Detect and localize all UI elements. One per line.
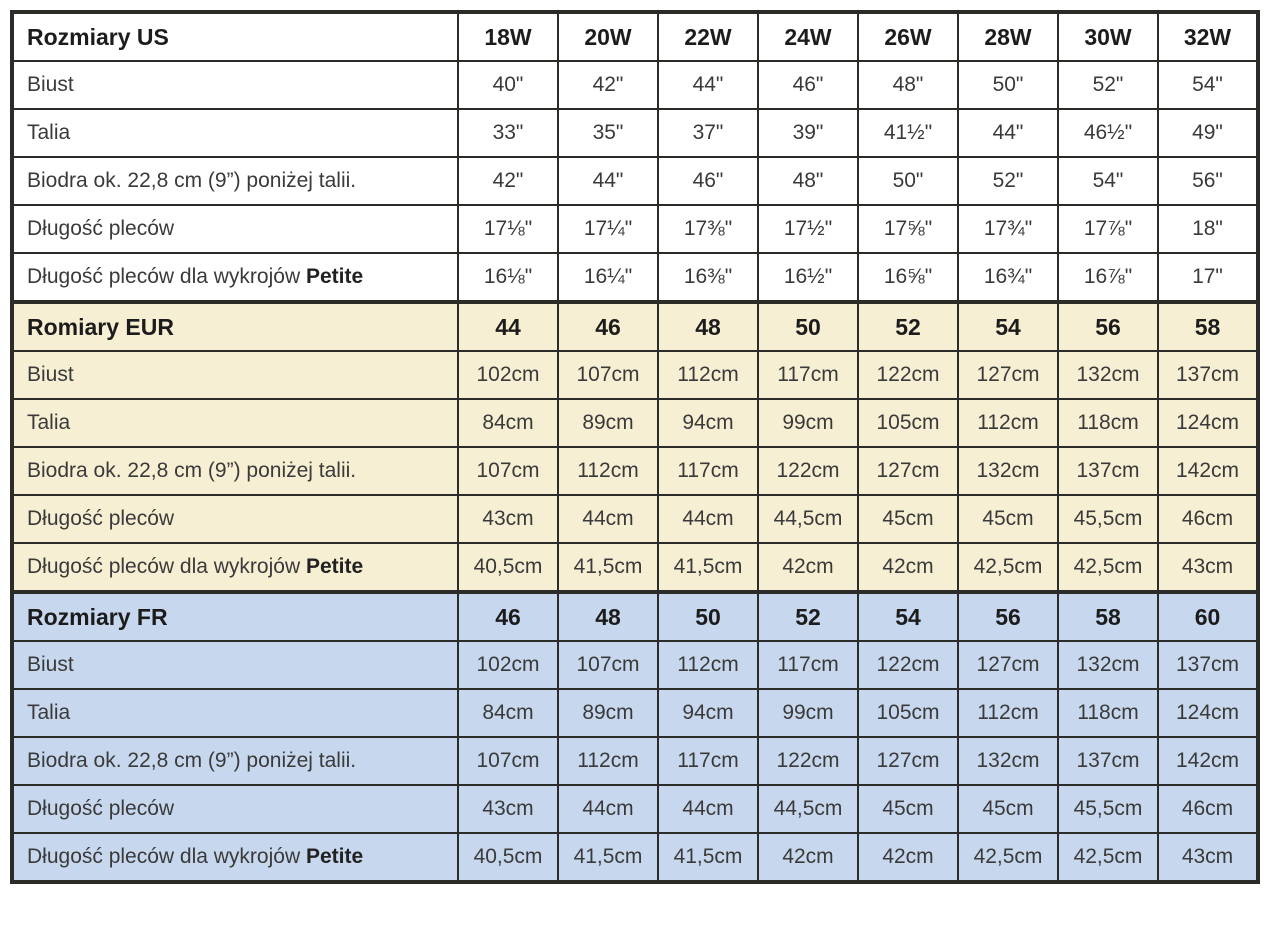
row-label bbox=[12, 253, 458, 302]
measurement-row bbox=[12, 543, 1258, 592]
size-table-body bbox=[12, 12, 1258, 882]
value-cell: 42" bbox=[558, 61, 658, 109]
value-cell: 52" bbox=[1058, 61, 1158, 109]
value-cell: 42,5cm bbox=[1058, 543, 1158, 592]
value-cell: 84cm bbox=[458, 399, 558, 447]
value-cell: 17⅛" bbox=[458, 205, 558, 253]
value-cell: 112cm bbox=[658, 641, 758, 689]
row-label-bold-text: Petite bbox=[305, 845, 364, 868]
size-column-header: 46 bbox=[558, 302, 658, 351]
row-label-text: Długość pleców dla wykrojów bbox=[27, 265, 306, 288]
measurement-row bbox=[12, 785, 1258, 833]
value-cell: 45cm bbox=[958, 495, 1058, 543]
value-cell: 33" bbox=[458, 109, 558, 157]
size-column-header: 20W bbox=[558, 12, 658, 61]
value-cell: 124cm bbox=[1158, 399, 1258, 447]
value-cell: 17¼" bbox=[558, 205, 658, 253]
value-cell: 137cm bbox=[1158, 351, 1258, 399]
row-label bbox=[12, 495, 458, 543]
value-cell: 16⅛" bbox=[458, 253, 558, 302]
row-label bbox=[12, 351, 458, 399]
value-cell: 41,5cm bbox=[658, 833, 758, 882]
value-cell: 48" bbox=[858, 61, 958, 109]
value-cell: 42,5cm bbox=[958, 543, 1058, 592]
value-cell: 17½" bbox=[758, 205, 858, 253]
row-label-bold-text: Petite bbox=[305, 265, 364, 288]
value-cell: 46cm bbox=[1158, 495, 1258, 543]
value-cell: 43cm bbox=[458, 785, 558, 833]
row-label-text: Biust bbox=[27, 73, 74, 96]
value-cell: 117cm bbox=[758, 351, 858, 399]
value-cell: 17⅜" bbox=[658, 205, 758, 253]
value-cell: 112cm bbox=[658, 351, 758, 399]
row-label bbox=[12, 399, 458, 447]
value-cell: 46cm bbox=[1158, 785, 1258, 833]
size-column-header: 18W bbox=[458, 12, 558, 61]
size-column-header: 58 bbox=[1058, 592, 1158, 641]
value-cell: 45cm bbox=[858, 495, 958, 543]
section-title-eur: Romiary EUR bbox=[12, 302, 458, 351]
value-cell: 41½" bbox=[858, 109, 958, 157]
value-cell: 124cm bbox=[1158, 689, 1258, 737]
value-cell: 16⅝" bbox=[858, 253, 958, 302]
row-label bbox=[12, 689, 458, 737]
size-column-header: 32W bbox=[1158, 12, 1258, 61]
value-cell: 50" bbox=[958, 61, 1058, 109]
row-label bbox=[12, 833, 458, 882]
row-label-text: Talia bbox=[27, 121, 71, 144]
value-cell: 127cm bbox=[858, 447, 958, 495]
section-header-row-eur bbox=[12, 302, 1258, 351]
value-cell: 99cm bbox=[758, 399, 858, 447]
row-label-text: Długość pleców bbox=[27, 217, 175, 240]
value-cell: 118cm bbox=[1058, 689, 1158, 737]
size-column-header: 22W bbox=[658, 12, 758, 61]
value-cell: 122cm bbox=[858, 641, 958, 689]
value-cell: 39" bbox=[758, 109, 858, 157]
value-cell: 44" bbox=[658, 61, 758, 109]
section-title-fr: Rozmiary FR bbox=[12, 592, 458, 641]
row-label-text: Talia bbox=[27, 411, 71, 434]
value-cell: 105cm bbox=[858, 399, 958, 447]
value-cell: 44" bbox=[958, 109, 1058, 157]
measurement-row bbox=[12, 157, 1258, 205]
value-cell: 107cm bbox=[458, 447, 558, 495]
value-cell: 107cm bbox=[458, 737, 558, 785]
section-title-us: Rozmiary US bbox=[12, 12, 458, 61]
value-cell: 137cm bbox=[1058, 447, 1158, 495]
value-cell: 17" bbox=[1158, 253, 1258, 302]
size-column-header: 28W bbox=[958, 12, 1058, 61]
value-cell: 42,5cm bbox=[1058, 833, 1158, 882]
value-cell: 118cm bbox=[1058, 399, 1158, 447]
value-cell: 142cm bbox=[1158, 447, 1258, 495]
value-cell: 16¾" bbox=[958, 253, 1058, 302]
value-cell: 122cm bbox=[758, 447, 858, 495]
value-cell: 132cm bbox=[958, 447, 1058, 495]
row-label-text: Biodra ok. 22,8 cm (9”) poniżej talii. bbox=[27, 169, 357, 192]
size-column-header: 54 bbox=[958, 302, 1058, 351]
measurement-row bbox=[12, 109, 1258, 157]
value-cell: 117cm bbox=[758, 641, 858, 689]
value-cell: 41,5cm bbox=[558, 543, 658, 592]
value-cell: 45,5cm bbox=[1058, 495, 1158, 543]
section-header-row-fr bbox=[12, 592, 1258, 641]
value-cell: 137cm bbox=[1158, 641, 1258, 689]
row-label-text: Biodra ok. 22,8 cm (9”) poniżej talii. bbox=[27, 459, 357, 482]
value-cell: 44cm bbox=[558, 495, 658, 543]
row-label-text: Długość pleców dla wykrojów bbox=[27, 555, 306, 578]
size-column-header: 58 bbox=[1158, 302, 1258, 351]
measurement-row bbox=[12, 737, 1258, 785]
row-label bbox=[12, 109, 458, 157]
row-label bbox=[12, 157, 458, 205]
size-column-header: 60 bbox=[1158, 592, 1258, 641]
row-label-text: Biust bbox=[27, 363, 74, 386]
value-cell: 122cm bbox=[858, 351, 958, 399]
value-cell: 89cm bbox=[558, 689, 658, 737]
value-cell: 16⅜" bbox=[658, 253, 758, 302]
value-cell: 44" bbox=[558, 157, 658, 205]
measurement-row bbox=[12, 495, 1258, 543]
value-cell: 107cm bbox=[558, 641, 658, 689]
row-label bbox=[12, 543, 458, 592]
value-cell: 46½" bbox=[1058, 109, 1158, 157]
size-column-header: 54 bbox=[858, 592, 958, 641]
measurement-row bbox=[12, 641, 1258, 689]
size-table bbox=[10, 10, 1260, 884]
size-column-header: 26W bbox=[858, 12, 958, 61]
value-cell: 41,5cm bbox=[558, 833, 658, 882]
value-cell: 42" bbox=[458, 157, 558, 205]
value-cell: 37" bbox=[658, 109, 758, 157]
size-column-header: 52 bbox=[858, 302, 958, 351]
value-cell: 94cm bbox=[658, 689, 758, 737]
value-cell: 112cm bbox=[958, 399, 1058, 447]
value-cell: 117cm bbox=[658, 447, 758, 495]
value-cell: 52" bbox=[958, 157, 1058, 205]
value-cell: 45cm bbox=[858, 785, 958, 833]
measurement-row bbox=[12, 61, 1258, 109]
value-cell: 99cm bbox=[758, 689, 858, 737]
value-cell: 45cm bbox=[958, 785, 1058, 833]
value-cell: 112cm bbox=[558, 737, 658, 785]
value-cell: 105cm bbox=[858, 689, 958, 737]
value-cell: 41,5cm bbox=[658, 543, 758, 592]
value-cell: 127cm bbox=[858, 737, 958, 785]
value-cell: 35" bbox=[558, 109, 658, 157]
size-column-header: 44 bbox=[458, 302, 558, 351]
measurement-row bbox=[12, 447, 1258, 495]
value-cell: 44,5cm bbox=[758, 785, 858, 833]
value-cell: 50" bbox=[858, 157, 958, 205]
size-column-header: 50 bbox=[658, 592, 758, 641]
value-cell: 16⅞" bbox=[1058, 253, 1158, 302]
value-cell: 56" bbox=[1158, 157, 1258, 205]
row-label-bold-text: Petite bbox=[305, 555, 364, 578]
value-cell: 112cm bbox=[958, 689, 1058, 737]
value-cell: 44cm bbox=[658, 785, 758, 833]
value-cell: 54" bbox=[1058, 157, 1158, 205]
row-label-text: Długość pleców dla wykrojów bbox=[27, 845, 306, 868]
value-cell: 102cm bbox=[458, 641, 558, 689]
value-cell: 137cm bbox=[1058, 737, 1158, 785]
row-label-text: Talia bbox=[27, 701, 71, 724]
value-cell: 16½" bbox=[758, 253, 858, 302]
row-label-text: Długość pleców bbox=[27, 797, 175, 820]
row-label-text: Biodra ok. 22,8 cm (9”) poniżej talii. bbox=[27, 749, 357, 772]
value-cell: 54" bbox=[1158, 61, 1258, 109]
value-cell: 40" bbox=[458, 61, 558, 109]
value-cell: 17⅝" bbox=[858, 205, 958, 253]
measurement-row bbox=[12, 205, 1258, 253]
value-cell: 122cm bbox=[758, 737, 858, 785]
value-cell: 102cm bbox=[458, 351, 558, 399]
value-cell: 42cm bbox=[858, 543, 958, 592]
measurement-row bbox=[12, 689, 1258, 737]
value-cell: 43cm bbox=[1158, 833, 1258, 882]
section-header-row-us bbox=[12, 12, 1258, 61]
row-label bbox=[12, 61, 458, 109]
value-cell: 49" bbox=[1158, 109, 1258, 157]
size-column-header: 48 bbox=[658, 302, 758, 351]
value-cell: 127cm bbox=[958, 641, 1058, 689]
row-label bbox=[12, 785, 458, 833]
size-column-header: 56 bbox=[1058, 302, 1158, 351]
size-column-header: 24W bbox=[758, 12, 858, 61]
value-cell: 18" bbox=[1158, 205, 1258, 253]
value-cell: 117cm bbox=[658, 737, 758, 785]
value-cell: 42cm bbox=[758, 543, 858, 592]
value-cell: 40,5cm bbox=[458, 543, 558, 592]
size-column-header: 52 bbox=[758, 592, 858, 641]
value-cell: 17¾" bbox=[958, 205, 1058, 253]
value-cell: 16¼" bbox=[558, 253, 658, 302]
value-cell: 84cm bbox=[458, 689, 558, 737]
value-cell: 132cm bbox=[1058, 351, 1158, 399]
size-column-header: 56 bbox=[958, 592, 1058, 641]
row-label bbox=[12, 447, 458, 495]
value-cell: 45,5cm bbox=[1058, 785, 1158, 833]
value-cell: 40,5cm bbox=[458, 833, 558, 882]
size-column-header: 30W bbox=[1058, 12, 1158, 61]
value-cell: 44cm bbox=[558, 785, 658, 833]
value-cell: 44,5cm bbox=[758, 495, 858, 543]
row-label bbox=[12, 205, 458, 253]
size-chart-page bbox=[0, 10, 1280, 926]
size-column-header: 50 bbox=[758, 302, 858, 351]
row-label bbox=[12, 737, 458, 785]
measurement-row bbox=[12, 253, 1258, 302]
value-cell: 48" bbox=[758, 157, 858, 205]
measurement-row bbox=[12, 833, 1258, 882]
value-cell: 142cm bbox=[1158, 737, 1258, 785]
value-cell: 17⅞" bbox=[1058, 205, 1158, 253]
measurement-row bbox=[12, 351, 1258, 399]
value-cell: 107cm bbox=[558, 351, 658, 399]
value-cell: 94cm bbox=[658, 399, 758, 447]
value-cell: 89cm bbox=[558, 399, 658, 447]
size-column-header: 46 bbox=[458, 592, 558, 641]
value-cell: 42cm bbox=[758, 833, 858, 882]
value-cell: 132cm bbox=[1058, 641, 1158, 689]
value-cell: 46" bbox=[658, 157, 758, 205]
value-cell: 127cm bbox=[958, 351, 1058, 399]
value-cell: 43cm bbox=[458, 495, 558, 543]
row-label bbox=[12, 641, 458, 689]
value-cell: 132cm bbox=[958, 737, 1058, 785]
value-cell: 112cm bbox=[558, 447, 658, 495]
measurement-row bbox=[12, 399, 1258, 447]
value-cell: 44cm bbox=[658, 495, 758, 543]
value-cell: 43cm bbox=[1158, 543, 1258, 592]
value-cell: 42,5cm bbox=[958, 833, 1058, 882]
value-cell: 42cm bbox=[858, 833, 958, 882]
size-column-header: 48 bbox=[558, 592, 658, 641]
row-label-text: Biust bbox=[27, 653, 74, 676]
row-label-text: Długość pleców bbox=[27, 507, 175, 530]
value-cell: 46" bbox=[758, 61, 858, 109]
